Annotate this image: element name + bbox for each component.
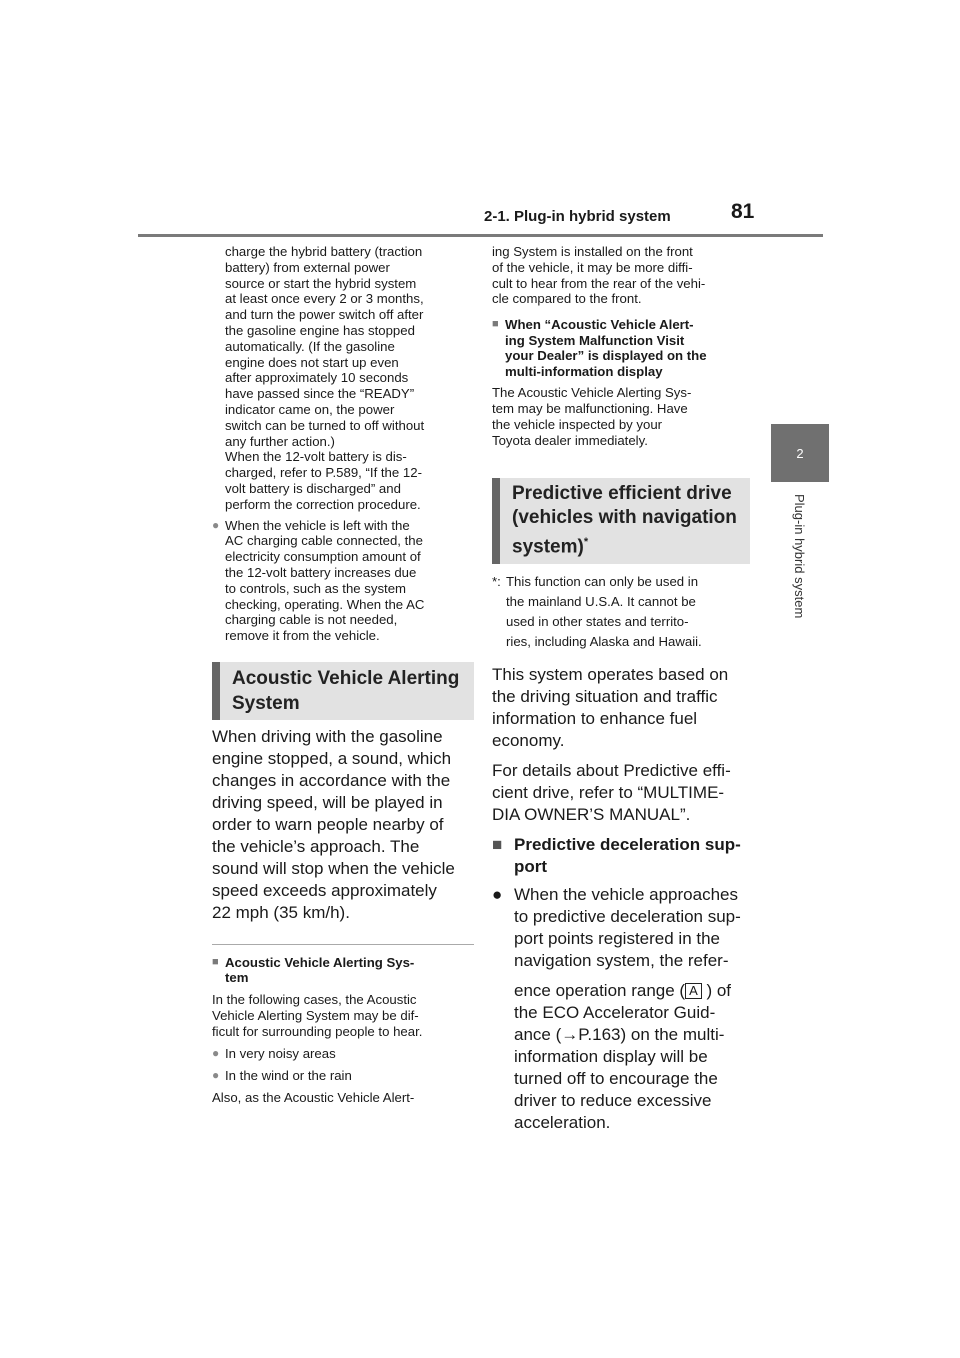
text-line: In the wind or the rain <box>225 1068 352 1084</box>
text-line: 22 mph (35 km/h). <box>212 902 350 922</box>
subheading <box>212 955 474 986</box>
body-paragraph <box>212 726 474 924</box>
text-line: to controls, such as the system <box>225 580 407 596</box>
text-line: Also, as the Acoustic Vehicle Alert- <box>212 1089 415 1105</box>
text-line: navigation system, the refer- <box>514 950 729 970</box>
text-line: tem may be malfunctioning. Have <box>492 400 688 416</box>
text-line: information to enhance fuel <box>492 708 698 728</box>
text-line: the vehicle’s approach. The <box>212 836 420 856</box>
continuation-paragraph <box>212 244 474 513</box>
text-line: port points registered in the <box>514 928 721 948</box>
text-line: of the vehicle, it may be more diffi- <box>492 259 693 275</box>
text-line: When driving with the gasoline <box>212 726 443 746</box>
text-line: perform the correction procedure. <box>225 496 421 512</box>
square-icon: ■ <box>492 834 503 854</box>
text-line: charging cable is not needed, <box>225 612 398 628</box>
bullet-dot-icon: ● <box>212 517 220 532</box>
text-line: ficult for surrounding people to hear. <box>212 1023 423 1039</box>
section-title: 2-1. Plug-in hybrid system <box>484 208 671 225</box>
text-line: battery) from external power <box>225 259 390 275</box>
text-line: Acoustic Vehicle Alerting Sys- <box>225 954 415 970</box>
text-line: charged, refer to P.589, “If the 12- <box>225 465 422 481</box>
text-line: Toyota dealer immediately. <box>492 432 648 448</box>
chapter-tab[interactable]: 2 <box>771 424 829 482</box>
text-line: When “Acoustic Vehicle Alert- <box>505 317 694 333</box>
text-line: In the following cases, the Acoustic <box>212 991 417 1007</box>
note-paragraph <box>212 992 474 1039</box>
text-line: AC charging cable connected, the <box>225 533 423 549</box>
text-line: indicator came on, the power <box>225 401 395 417</box>
asterisk-mark: * <box>583 536 589 549</box>
text-line: used in other states and territo- <box>506 613 689 629</box>
text-line: For details about Predictive effi- <box>492 760 731 780</box>
text-line: volt battery is discharged” and <box>225 480 401 496</box>
text-line: sound will stop when the vehicle <box>212 858 455 878</box>
text-line: When the 12-volt battery is dis- <box>225 449 407 465</box>
text-line: tem <box>225 970 249 986</box>
text-line: after approximately 10 seconds <box>225 370 409 386</box>
right-column <box>492 244 750 1134</box>
text-line: economy. <box>492 730 565 750</box>
note-paragraph <box>492 385 750 448</box>
text-line: the mainland U.S.A. It cannot be <box>506 593 696 609</box>
text-line: switch can be turned to off without <box>225 417 425 433</box>
text-line: ries, including Alaska and Hawaii. <box>506 633 702 649</box>
text-line: DIA OWNER’S MANUAL”. <box>492 804 691 824</box>
text-line: checking, operating. When the AC <box>225 596 425 612</box>
text-line: information display will be <box>514 1046 708 1066</box>
text-line: automatically. (If the gasoline <box>225 338 395 354</box>
body-paragraph <box>492 760 750 826</box>
text-line: and turn the power switch off after <box>225 307 424 323</box>
text-line: cult to hear from the rear of the vehi- <box>492 275 706 291</box>
text-line: to predictive deceleration sup- <box>514 906 741 926</box>
text-line: the driving situation and traffic <box>492 686 718 706</box>
heading-line: system) <box>512 536 584 558</box>
text-line: changes in accordance with the <box>212 770 451 790</box>
text-line: turned off to encourage the <box>514 1068 718 1088</box>
subheading <box>492 317 750 379</box>
bullet-item <box>492 884 750 1134</box>
square-icon: ■ <box>492 318 499 331</box>
left-column <box>212 244 474 1106</box>
text-line: Predictive deceleration sup- <box>514 834 741 854</box>
text-line: cient drive, refer to “MULTIME- <box>492 782 725 802</box>
heading-line: Acoustic Vehicle Alerting <box>232 667 460 689</box>
bullet-item <box>212 518 474 644</box>
text-line: the gasoline engine has stopped <box>225 322 415 338</box>
section-heading <box>492 478 750 563</box>
text-line: port <box>514 856 548 876</box>
divider <box>212 944 474 945</box>
chapter-label: Plug-in hybrid system <box>792 494 807 619</box>
text-line: engine stopped, a sound, which <box>212 748 452 768</box>
bullet-dot-icon: ● <box>212 1068 220 1083</box>
text-line: This function can only be used in <box>506 573 699 589</box>
square-icon: ■ <box>212 955 219 968</box>
continuation-paragraph <box>492 244 750 307</box>
text-line: electricity consumption amount of <box>225 549 421 565</box>
text-line: any further action.) <box>225 433 335 449</box>
text-line: driving speed, will be played in <box>212 792 443 812</box>
text-line: speed exceeds approximately <box>212 880 437 900</box>
subheading <box>492 834 750 878</box>
text-line: cle compared to the front. <box>492 291 642 307</box>
callout-a-box: A <box>685 983 702 999</box>
heading-line: (vehicles with navigation <box>512 507 737 529</box>
bullet-dot-icon: ● <box>212 1046 220 1061</box>
text-line: charge the hybrid battery (traction <box>225 244 423 259</box>
footnote-mark: *: <box>492 573 501 589</box>
text-line: In very noisy areas <box>225 1046 336 1062</box>
bullet-dot-icon: ● <box>492 884 503 904</box>
text-line: Vehicle Alerting System may be dif- <box>212 1007 419 1023</box>
footnote <box>492 572 750 652</box>
text-line: your Dealer” is displayed on the <box>505 348 707 364</box>
text-line: acceleration. <box>514 1112 611 1132</box>
text-line: multi-information display <box>505 363 663 379</box>
text-line: the ECO Accelerator Guid- <box>514 1002 716 1022</box>
heading-line: Predictive efficient drive <box>512 483 732 505</box>
text-line: driver to reduce excessive <box>514 1090 712 1110</box>
header-rule <box>138 234 823 237</box>
text-line: remove it from the vehicle. <box>225 628 380 644</box>
text-line: ance (→P.163) on the multi- <box>514 1024 725 1044</box>
text-line: ing System is installed on the front <box>492 244 693 259</box>
text-line: source or start the hybrid system <box>225 275 417 291</box>
text-line: the vehicle inspected by your <box>492 416 663 432</box>
page-number: 81 <box>731 200 755 223</box>
heading-line: System <box>232 692 300 714</box>
text-line: have passed since the “READY” <box>225 386 415 402</box>
text-line: the 12-volt battery increases due <box>225 564 417 580</box>
bullet-item <box>212 1046 474 1062</box>
text-line: When the vehicle is left with the <box>225 517 410 533</box>
body-paragraph <box>492 664 750 752</box>
text-run: ) of <box>706 980 732 1000</box>
text-line: This system operates based on <box>492 664 729 684</box>
section-heading <box>212 662 474 720</box>
bullet-item <box>212 1068 474 1084</box>
text-line: order to warn people nearby of <box>212 814 444 834</box>
text-run: ence operation range ( <box>514 980 686 1000</box>
text-line: at least once every 2 or 3 months, <box>225 291 424 307</box>
text-line: engine does not start up even <box>225 354 399 370</box>
text-line <box>514 980 741 1002</box>
text-line: The Acoustic Vehicle Alerting Sys- <box>492 385 692 401</box>
text-line: ing System Malfunction Visit <box>505 332 685 348</box>
text-line: When the vehicle approaches <box>514 884 738 904</box>
